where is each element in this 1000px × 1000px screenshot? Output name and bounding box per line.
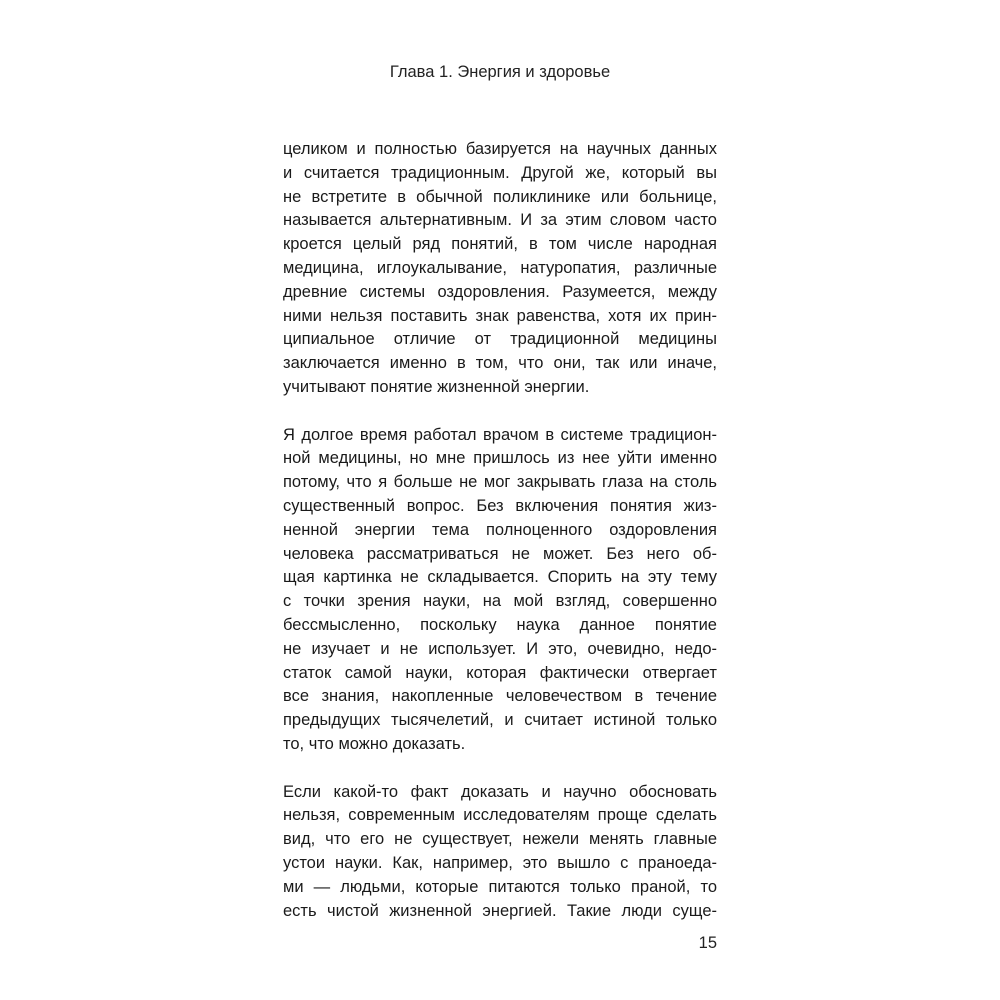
text-line: все знания, накопленные человечеством в течение: [283, 687, 717, 706]
text-line: ной медицины, но мне пришлось из нее уйти именно: [283, 449, 717, 468]
text-line: устои науки. Как, например, это вышло с праноеда-: [283, 853, 717, 872]
text-line: называется альтернативным. И за этим словом часто: [283, 211, 717, 230]
text-line: есть чистой жизненной энергией. Такие люди суще-: [283, 901, 717, 920]
text-line: ними нельзя поставить знак равенства, хотя их прин-: [283, 306, 717, 325]
page-body: [283, 138, 717, 947]
text-line: кроется целый ряд понятий, в том числе народная: [283, 235, 717, 254]
text-line: медицина, иглоукалывание, натуропатия, различные: [283, 258, 717, 277]
text-line: Я долгое время работал врачом в системе традицион-: [283, 425, 717, 444]
text-line: человека рассматриваться не может. Без него об-: [283, 544, 717, 563]
text-line: древние системы оздоровления. Разумеется, между: [283, 282, 717, 301]
text-line: Если какой-то факт доказать и научно обосновать: [283, 782, 717, 801]
text-line: не изучает и не использует. И это, очевидно, недо-: [283, 639, 717, 658]
running-header: Глава 1. Энергия и здоровье: [389, 63, 611, 81]
paragraph: [283, 781, 717, 924]
text-line: щая картинка не складывается. Спорить на эту тему: [283, 568, 717, 587]
text-line: учитывают понятие жизненной энергии.: [283, 377, 590, 396]
text-line: ми — людьми, которые питаются только праной, то: [283, 877, 717, 896]
page-number: 15: [698, 934, 717, 952]
text-line: целиком и полностью базируется на научных данных: [283, 140, 717, 158]
text-line: то, что можно доказать.: [283, 734, 466, 753]
paragraph: [283, 424, 717, 757]
text-line: статок самой науки, которая фактически отвергает: [283, 663, 717, 682]
paragraph: [283, 138, 717, 400]
text-line: нельзя, современным исследователям проще сделать: [283, 806, 717, 825]
text-line: предыдущих тысячелетий, и считает истиной только: [283, 711, 717, 730]
text-line: и считается традиционным. Другой же, который вы: [283, 163, 717, 182]
text-line: заключается именно в том, что они, так или иначе,: [283, 354, 717, 373]
text-line: бессмысленно, поскольку наука данное понятие: [283, 615, 717, 634]
text-line: не встретите в обычной поликлинике или больнице,: [283, 187, 717, 206]
text-line: вид, что его не существует, нежели менять главные: [283, 830, 717, 849]
text-line: с точки зрения науки, на мой взгляд, совершенно: [283, 592, 717, 611]
text-line: ненной энергии тема полноценного оздоровления: [283, 520, 717, 539]
text-line: потому, что я больше не мог закрывать глаза на столь: [283, 473, 717, 492]
text-line: существенный вопрос. Без включения понятия жиз-: [283, 496, 717, 515]
text-line: ципиальное отличие от традиционной медицины: [283, 330, 717, 349]
